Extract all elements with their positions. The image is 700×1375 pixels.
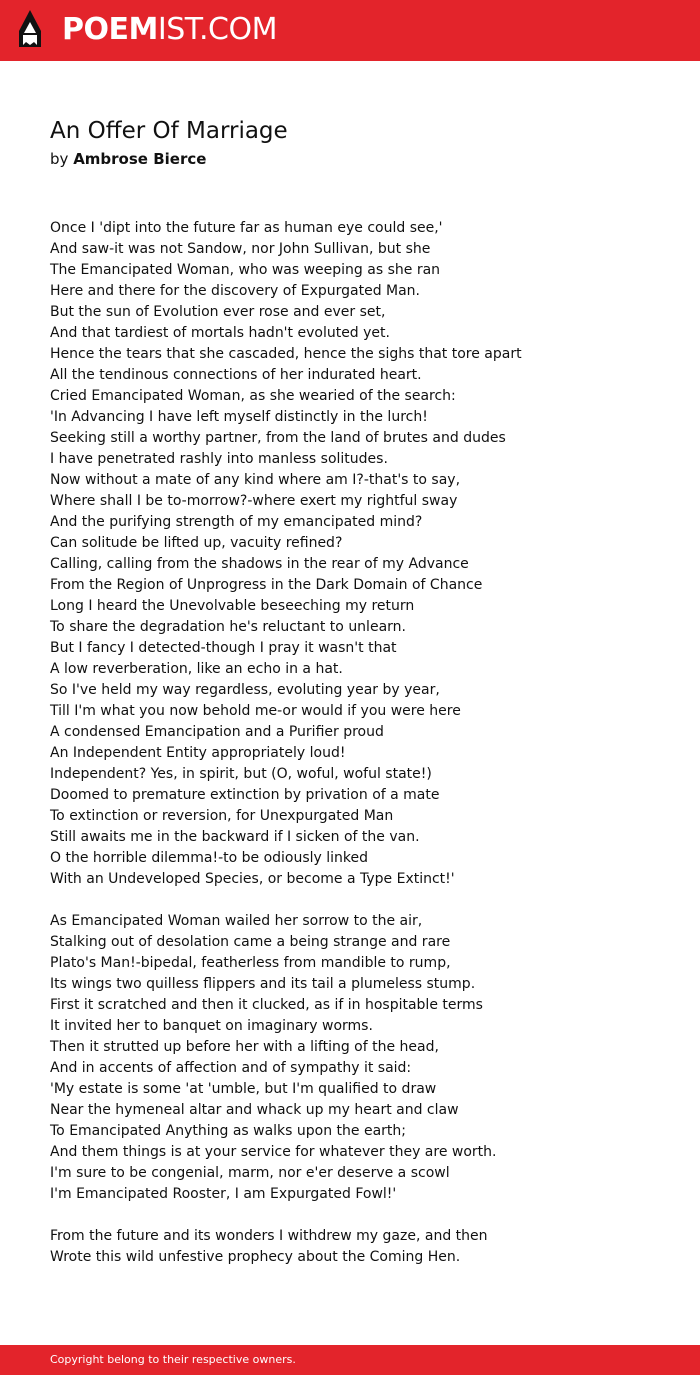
poem-line: Where shall I be to-morrow?-where exert my rightful sway [50,493,458,509]
poem-line: Cried Emancipated Woman, as she wearied of the search: [50,388,456,404]
poem-line: 'In Advancing I have left myself distinctly in the lurch! [50,409,428,425]
poem-line: So I've held my way regardless, evoluting year by year, [50,682,440,698]
poem-line: Calling, calling from the shadows in the rear of my Advance [50,556,469,572]
poem-line: 'My estate is some 'at 'umble, but I'm qualified to draw [50,1081,437,1097]
poem-line: Here and there for the discovery of Expurgated Man. [50,283,421,299]
brand-bold-text: POEM [62,12,158,47]
byline [50,148,206,170]
poem-line: Seeking still a worthy partner, from the land of brutes and dudes [50,430,506,446]
poem-line: But I fancy I detected-though I pray it wasn't that [50,640,397,656]
poem-line: Till I'm what you now behold me-or would if you were here [50,703,461,719]
site-header [0,0,700,61]
poem-line: And that tardiest of mortals hadn't evoluted yet. [50,325,390,341]
poem-line: To share the degradation he's reluctant to unlearn. [50,619,406,635]
poem-line: Still awaits me in the backward if I sicken of the van. [50,829,420,845]
stanza [50,911,670,1205]
poem-line: A condensed Emancipation and a Purifier proud [50,724,384,740]
poem-line: The Emancipated Woman, who was weeping as she ran [50,262,441,278]
poem-line: Doomed to premature extinction by privation of a mate [50,787,440,803]
poem-line: Can solitude be lifted up, vacuity refined? [50,535,343,551]
poem-line: Then it strutted up before her with a lifting of the head, [50,1039,439,1055]
poem-line: But the sun of Evolution ever rose and ever set, [50,304,386,320]
poem-line: Its wings two quilless flippers and its tail a plumeless stump. [50,976,476,992]
poem-line: An Independent Entity appropriately loud! [50,745,346,761]
poem-line: Stalking out of desolation came a being strange and rare [50,934,451,950]
stanza [50,218,670,890]
stanza [50,1226,670,1268]
site-footer [0,1345,700,1375]
poem-line: Now without a mate of any kind where am I?-that's to say, [50,472,461,488]
poem-line: All the tendinous connections of her indurated heart. [50,367,422,383]
poem-line: I have penetrated rashly into manless solitudes. [50,451,388,467]
poem-line: With an Undeveloped Species, or become a Type Extinct!' [50,871,455,887]
copyright-text: Copyright belong to their respective owners. [50,1353,296,1366]
poem-line: Long I heard the Unevolvable beseeching my return [50,598,415,614]
poem-line: From the future and its wonders I withdrew my gaze, and then [50,1228,488,1244]
poem-line: I'm Emancipated Rooster, I am Expurgated Fowl!' [50,1186,397,1202]
poem-line: O the horrible dilemma!-to be odiously linked [50,850,369,866]
poem-line: Once I 'dipt into the future far as human eye could see,' [50,220,443,236]
poem-line: And the purifying strength of my emancipated mind? [50,514,423,530]
brand-light-text: IST.COM [157,12,277,47]
poem-line: To Emancipated Anything as walks upon the earth; [50,1123,407,1139]
poem-line: It invited her to banquet on imaginary worms. [50,1018,373,1034]
poem-line: Independent? Yes, in spirit, but (O, woful, woful state!) [50,766,432,782]
poem-line: As Emancipated Woman wailed her sorrow to the air, [50,913,423,929]
poem-line: From the Region of Unprogress in the Dark Domain of Chance [50,577,483,593]
poem-line: Hence the tears that she cascaded, hence the sighs that tore apart [50,346,522,362]
site-logo-link[interactable] [62,11,277,49]
poem-line: And saw-it was not Sandow, nor John Sullivan, but she [50,241,431,257]
poem-line: And them things is at your service for whatever they are worth. [50,1144,497,1160]
author-name: Ambrose Bierce [73,150,207,168]
poem-body [50,218,670,1289]
poem-line: A low reverberation, like an echo in a hat. [50,661,343,677]
poem-line: First it scratched and then it clucked, as if in hospitable terms [50,997,483,1013]
by-label: by [50,150,69,168]
pencil-logo-icon[interactable] [16,9,44,51]
poem-line: To extinction or reversion, for Unexpurgated Man [50,808,394,824]
poem-line: And in accents of affection and of sympathy it said: [50,1060,412,1076]
poem-line: Wrote this wild unfestive prophecy about the Coming Hen. [50,1249,461,1265]
poem-line: Near the hymeneal altar and whack up my heart and claw [50,1102,459,1118]
poem-title: An Offer Of Marriage [50,118,288,144]
poem-line: I'm sure to be congenial, marm, nor e'er deserve a scowl [50,1165,450,1181]
poem-line: Plato's Man!-bipedal, featherless from mandible to rump, [50,955,451,971]
